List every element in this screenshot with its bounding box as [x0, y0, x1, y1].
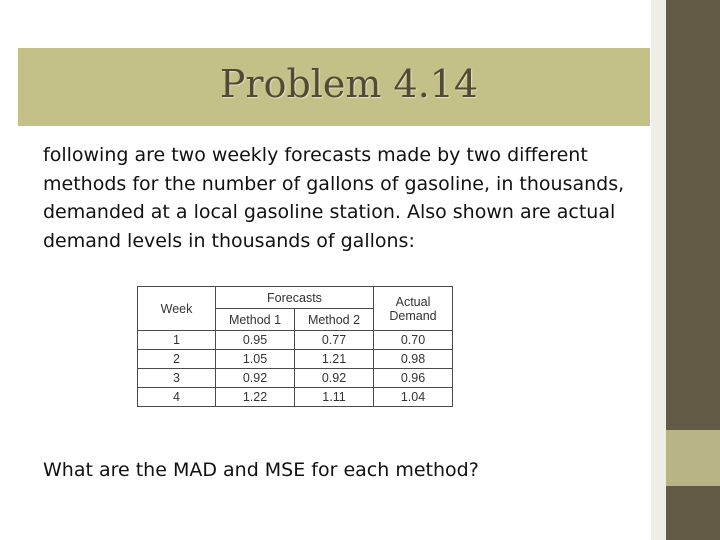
method2-cell: 1.21 [295, 350, 374, 369]
title-bar [18, 48, 650, 126]
actual-header-line1: Actual [395, 294, 431, 309]
method1-header: Method 1 [216, 309, 295, 331]
method2-cell: 0.92 [295, 369, 374, 388]
intro-text: following are two weekly forecasts made by two different methods for the number of gallons of gasoline, in thousands, demanded at a local gasoline station. Also shown are actual demand levels in thousands of gallons: [43, 144, 625, 252]
actual-cell: 1.04 [374, 388, 453, 407]
actual-cell: 0.70 [374, 331, 453, 350]
forecast-table [137, 286, 453, 407]
method1-cell: 0.95 [216, 331, 295, 350]
side-panel-dark [666, 0, 720, 430]
forecasts-header: Forecasts [216, 287, 374, 309]
side-panel-olive [666, 430, 720, 486]
table-row [138, 331, 453, 350]
side-panel-dark-bottom [666, 486, 720, 540]
method2-cell: 1.11 [295, 388, 374, 407]
week-header: Week [138, 287, 216, 331]
actual-header-line2: Demand [389, 308, 437, 323]
method2-cell: 0.77 [295, 331, 374, 350]
table-row [138, 350, 453, 369]
table-row [138, 369, 453, 388]
slide-title: Problem 4.14 [219, 62, 479, 106]
side-strip-light [651, 0, 666, 540]
forecast-table-wrap [137, 286, 453, 407]
header-row-1 [138, 287, 453, 309]
method1-cell: 0.92 [216, 369, 295, 388]
question-text: What are the MAD and MSE for each method? [43, 459, 479, 481]
method1-cell: 1.22 [216, 388, 295, 407]
actual-cell: 0.96 [374, 369, 453, 388]
method2-header: Method 2 [295, 309, 374, 331]
table-row [138, 388, 453, 407]
week-cell: 4 [138, 388, 216, 407]
method1-cell: 1.05 [216, 350, 295, 369]
actual-demand-header [374, 287, 453, 331]
week-cell: 2 [138, 350, 216, 369]
week-cell: 3 [138, 369, 216, 388]
week-cell: 1 [138, 331, 216, 350]
actual-cell: 0.98 [374, 350, 453, 369]
